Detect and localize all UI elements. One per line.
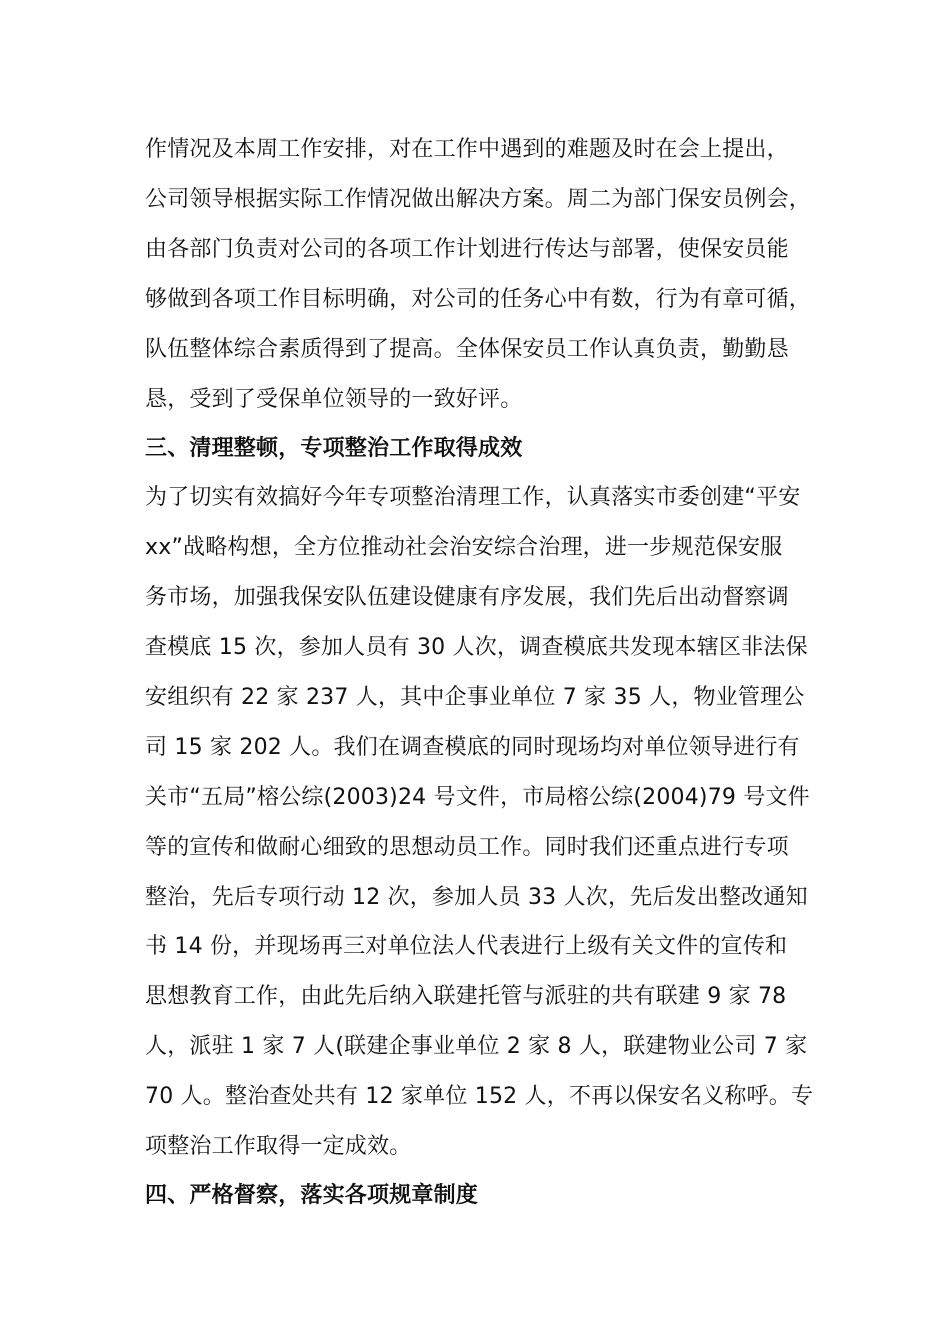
text-line: 恳，受到了受保单位领导的一致好评。 (145, 387, 523, 412)
text-line: 为了切实有效搞好今年专项整治清理工作，认真落实市委创建“平安 (145, 485, 801, 510)
text-line: 安组织有 22 家 237 人，其中企事业单位 7 家 35 人，物业管理公 (145, 685, 805, 710)
text-line: 整治，先后专项行动 12 次，参加人员 33 人次，先后发出整改通知 (145, 885, 808, 910)
text-line: 司 15 家 202 人。我们在调查模底的同时现场均对单位领导进行有 (145, 735, 800, 760)
text-line: 队伍整体综合素质得到了提高。全体保安员工作认真负责，勤勤恳 (145, 337, 789, 362)
text-line: 公司领导根据实际工作情况做出解决方案。周二为部门保安员例会， (145, 187, 812, 212)
section-heading-4: 四、严格督察，落实各项规章制度 (145, 1183, 479, 1208)
text-line: 务市场，加强我保安队伍建设健康有序发展，我们先后出动督察调 (145, 585, 789, 610)
text-line: xx”战略构想，全方位推动社会治安综合治理，进一步规范保安服 (145, 535, 783, 560)
text-line: 等的宣传和做耐心细致的思想动员工作。同时我们还重点进行专项 (145, 835, 789, 860)
text-line: 思想教育工作，由此先后纳入联建托管与派驻的共有联建 9 家 78 (145, 984, 787, 1009)
text-line: 关市“五局”榕公综(2003)24 号文件，市局榕公综(2004)79 号文件 (145, 785, 810, 810)
text-line: 书 14 份，并现场再三对单位法人代表进行上级有关文件的宣传和 (145, 934, 788, 959)
text-line: 70 人。整治查处共有 12 家单位 152 人，不再以保安名义称呼。专 (145, 1084, 814, 1109)
text-line: 查模底 15 次，参加人员有 30 人次，调查模底共发现本辖区非法保 (145, 635, 808, 660)
text-line: 作情况及本周工作安排，对在工作中遇到的难题及时在会上提出， (145, 137, 789, 162)
text-line: 由各部门负责对公司的各项工作计划进行传达与部署，使保安员能 (145, 237, 789, 262)
text-line: 项整治工作取得一定成效。 (145, 1134, 412, 1159)
text-line: 人，派驻 1 家 7 人(联建企事业单位 2 家 8 人，联建物业公司 7 家 (145, 1034, 808, 1059)
text-line: 够做到各项工作目标明确，对公司的任务心中有数，行为有章可循， (145, 287, 812, 312)
section-heading-3: 三、清理整顿，专项整治工作取得成效 (145, 436, 523, 461)
